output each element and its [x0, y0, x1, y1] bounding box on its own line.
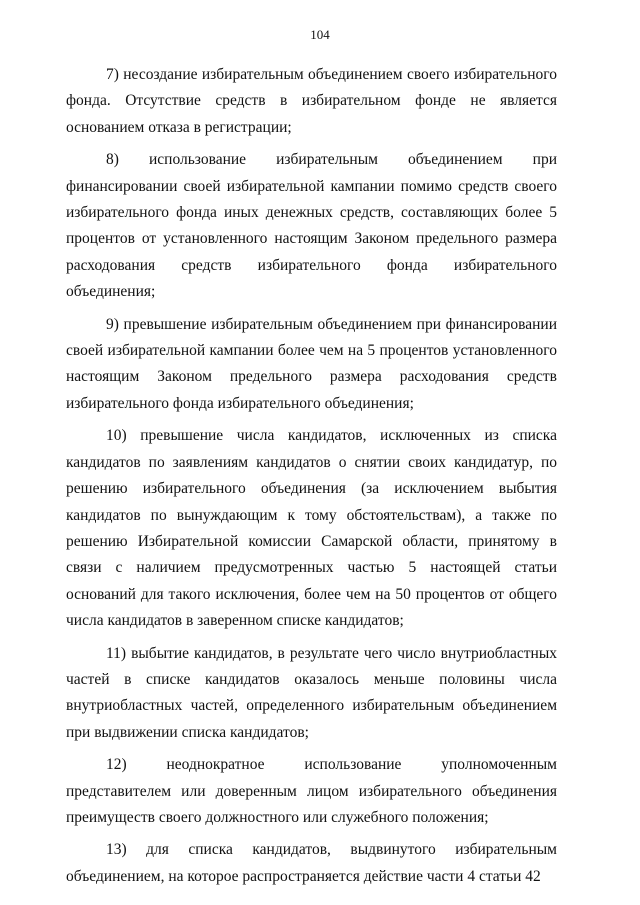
paragraph-item-10: 10) превышение числа кандидатов, исключенных из списка кандидатов по заявлениям кандидатов о снятии своих кандидатур, по решению избирательного объединения (за исключением выбытия кандидатов по вынуждающим к тому обстоятельствам), а также по решению Избирательной комиссии Самарской области, принятому в связи с наличием предусмотренных частью 5 настоящей статьи оснований для такого исключения, более чем на 50 процентов от общего числа кандидатов в заверенном списке кандидатов; [66, 427, 557, 630]
paragraph-item-11: 11) выбытие кандидатов, в результате чего число внутриобластных частей в списке кандидатов оказалось меньше половины числа внутриобластных частей, определенного избирательным объединением при выдвижении списка кандидатов; [66, 644, 557, 741]
paragraph-item-7: 7) несоздание избирательным объединением своего избирательного фонда. Отсутствие средств в избирательном фонде не является основанием отказа в регистрации; [66, 66, 557, 136]
paragraph-item-12: 12) неоднократное использование уполномоченным представителем или доверенным лицом избирательного объединения преимуществ своего должностного или служебного положения; [66, 756, 557, 826]
paragraph-item-9: 9) превышение избирательным объединением при финансировании своей избирательной кампании более чем на 5 процентов установленного настоящим Законом предельного размера расходования средств избирательного фонда избирательного объединения; [66, 315, 557, 412]
paragraph-item-8: 8) использование избирательным объединением при финансировании своей избирательной кампании помимо средств своего избирательного фонда иных денежных средств, составляющих более 5 процентов от установленного настоящим Законом предельного размера расходования средств избирательного фонда избирательного объединения; [66, 151, 557, 301]
paragraph-item-13: 13) для списка кандидатов, выдвинутого избирательным объединением, на которое распространяется действие части 4 статьи 42 [66, 841, 557, 885]
page-number: 104 [310, 27, 330, 42]
document-body [66, 62, 557, 896]
